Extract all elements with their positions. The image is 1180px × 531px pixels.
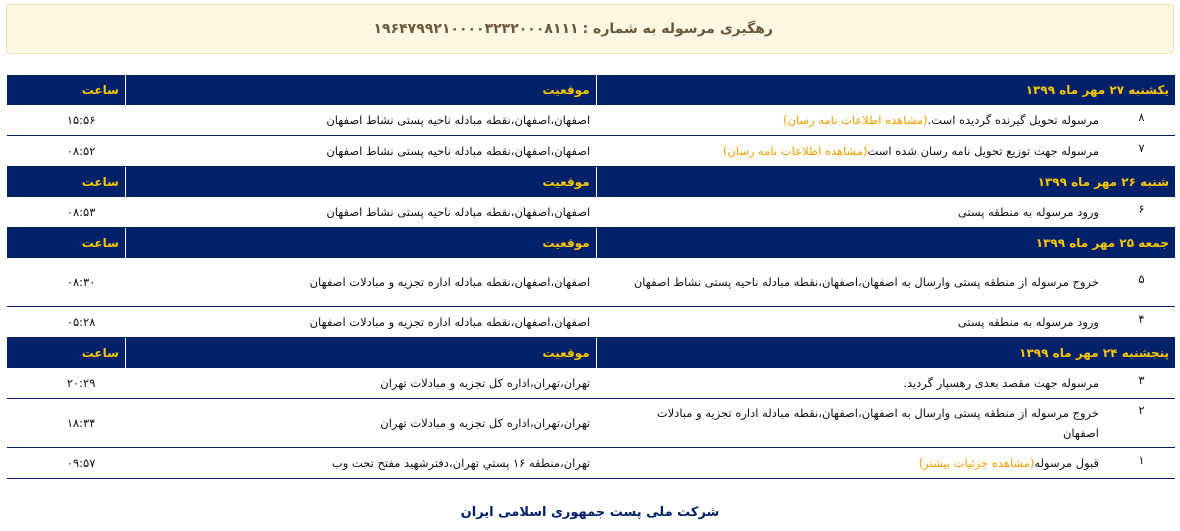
location-header: موقعیت — [125, 228, 596, 259]
location-header: موقعیت — [125, 75, 596, 105]
event-location: تهران،تهران،اداره کل تجزیه و مبادلات تهران — [125, 399, 596, 448]
event-time: ۰۵:۲۸ — [7, 307, 125, 338]
event-number: ۵ — [1138, 272, 1145, 286]
event-time: ۰۸:۵۲ — [7, 136, 125, 167]
event-location: اصفهان،اصفهان،نقطه مبادله ناحیه پستی نشاط اصفهان — [125, 105, 596, 136]
event-description-cell — [596, 368, 1175, 399]
time-header: ساعت — [7, 75, 125, 105]
event-location: اصفهان،اصفهان،نقطه مبادله ناحیه پستی نشاط اصفهان — [125, 136, 596, 167]
date-header-row — [7, 75, 1175, 105]
tracking-table — [7, 75, 1175, 479]
footer-company-name: شرکت ملی پست جمهوری اسلامی ایران — [460, 505, 720, 520]
event-number: ۱ — [1138, 453, 1145, 467]
event-time: ۱۵:۵۶ — [7, 105, 125, 136]
event-row — [7, 448, 1175, 479]
tracking-banner — [6, 4, 1174, 54]
details-link[interactable]: (مشاهده اطلاعات نامه رسان) — [722, 144, 868, 158]
time-header: ساعت — [7, 338, 125, 369]
date-header: شنبه ۲۶ مهر ماه ۱۳۹۹ — [596, 167, 1175, 198]
date-header: یکشنبه ۲۷ مهر ماه ۱۳۹۹ — [596, 75, 1175, 105]
event-description: مرسوله تحویل گیرنده گردیده است. — [927, 113, 1099, 127]
event-row — [7, 105, 1175, 136]
location-header: موقعیت — [125, 167, 596, 198]
event-description: ورود مرسوله به منطقه پستی — [957, 315, 1099, 329]
event-time: ۱۸:۳۴ — [7, 399, 125, 448]
event-number: ۲ — [1138, 403, 1145, 417]
event-number: ۴ — [1138, 312, 1145, 326]
event-description-cell — [596, 197, 1175, 228]
date-header: جمعه ۲۵ مهر ماه ۱۳۹۹ — [596, 228, 1175, 259]
time-header: ساعت — [7, 167, 125, 198]
date-header-row — [7, 338, 1175, 369]
event-time: ۰۸:۳۰ — [7, 258, 125, 307]
event-description-cell — [596, 136, 1175, 167]
event-location: تهران،منطقه ۱۶ پستي تهران،دفترشهید مفتح تحت وب — [125, 448, 596, 479]
event-description-cell — [596, 258, 1175, 307]
event-number: ۷ — [1138, 141, 1145, 155]
details-link[interactable]: (مشاهده اطلاعات نامه رسان) — [783, 113, 928, 127]
event-row — [7, 136, 1175, 167]
location-header: موقعیت — [125, 338, 596, 369]
date-header-row — [7, 167, 1175, 198]
event-row — [7, 368, 1175, 399]
event-description-cell — [596, 307, 1175, 338]
date-header-row — [7, 228, 1175, 259]
date-header: پنجشنبه ۲۴ مهر ماه ۱۳۹۹ — [596, 338, 1175, 369]
event-number: ۶ — [1138, 202, 1145, 216]
event-description: خروج مرسوله از منطقه پستی وارسال به اصفهان،اصفهان،نقطه مبادله ناحیه پستی نشاط اصفهان — [633, 275, 1099, 289]
event-description: مرسوله جهت توزیع تحویل نامه رسان شده است — [867, 144, 1099, 158]
event-location: تهران،تهران،اداره کل تجزیه و مبادلات تهران — [125, 368, 596, 399]
event-row — [7, 197, 1175, 228]
event-time: ۰۹:۵۷ — [7, 448, 125, 479]
event-description-cell — [596, 105, 1175, 136]
event-row — [7, 307, 1175, 338]
event-description-cell — [596, 448, 1175, 479]
event-row — [7, 399, 1175, 448]
event-description: مرسوله جهت مقصد بعدی رهسپار گردید. — [903, 376, 1099, 390]
time-header: ساعت — [7, 228, 125, 259]
event-location: اصفهان،اصفهان،نقطه مبادله ناحیه پستی نشاط اصفهان — [125, 197, 596, 228]
event-time: ۲۰:۲۹ — [7, 368, 125, 399]
event-description: خروج مرسوله از منطقه پستی وارسال به اصفهان،اصفهان،نقطه مبادله اداره تجزیه و مبادلات اصفهان — [656, 406, 1099, 440]
event-number: ۸ — [1138, 110, 1145, 124]
event-location: اصفهان،اصفهان،نقطه مبادله اداره تجزیه و مبادلات اصفهان — [125, 307, 596, 338]
tracking-label: رهگیری مرسوله به شماره : — [582, 21, 773, 37]
event-description: قبول مرسوله — [1034, 456, 1099, 470]
event-number: ۳ — [1138, 373, 1145, 387]
event-description: ورود مرسوله به منطقه پستی — [957, 205, 1099, 219]
event-location: اصفهان،اصفهان،نقطه مبادله اداره تجزیه و مبادلات اصفهان — [125, 258, 596, 307]
details-link[interactable]: (مشاهده جزئیات بیشتر) — [918, 456, 1035, 470]
event-time: ۰۸:۵۳ — [7, 197, 125, 228]
event-row — [7, 258, 1175, 307]
event-description-cell — [596, 399, 1175, 448]
tracking-number: ۱۹۶۴۷۹۹۲۱۰۰۰۰۳۲۳۲۰۰۰۸۱۱۱ — [373, 21, 579, 37]
